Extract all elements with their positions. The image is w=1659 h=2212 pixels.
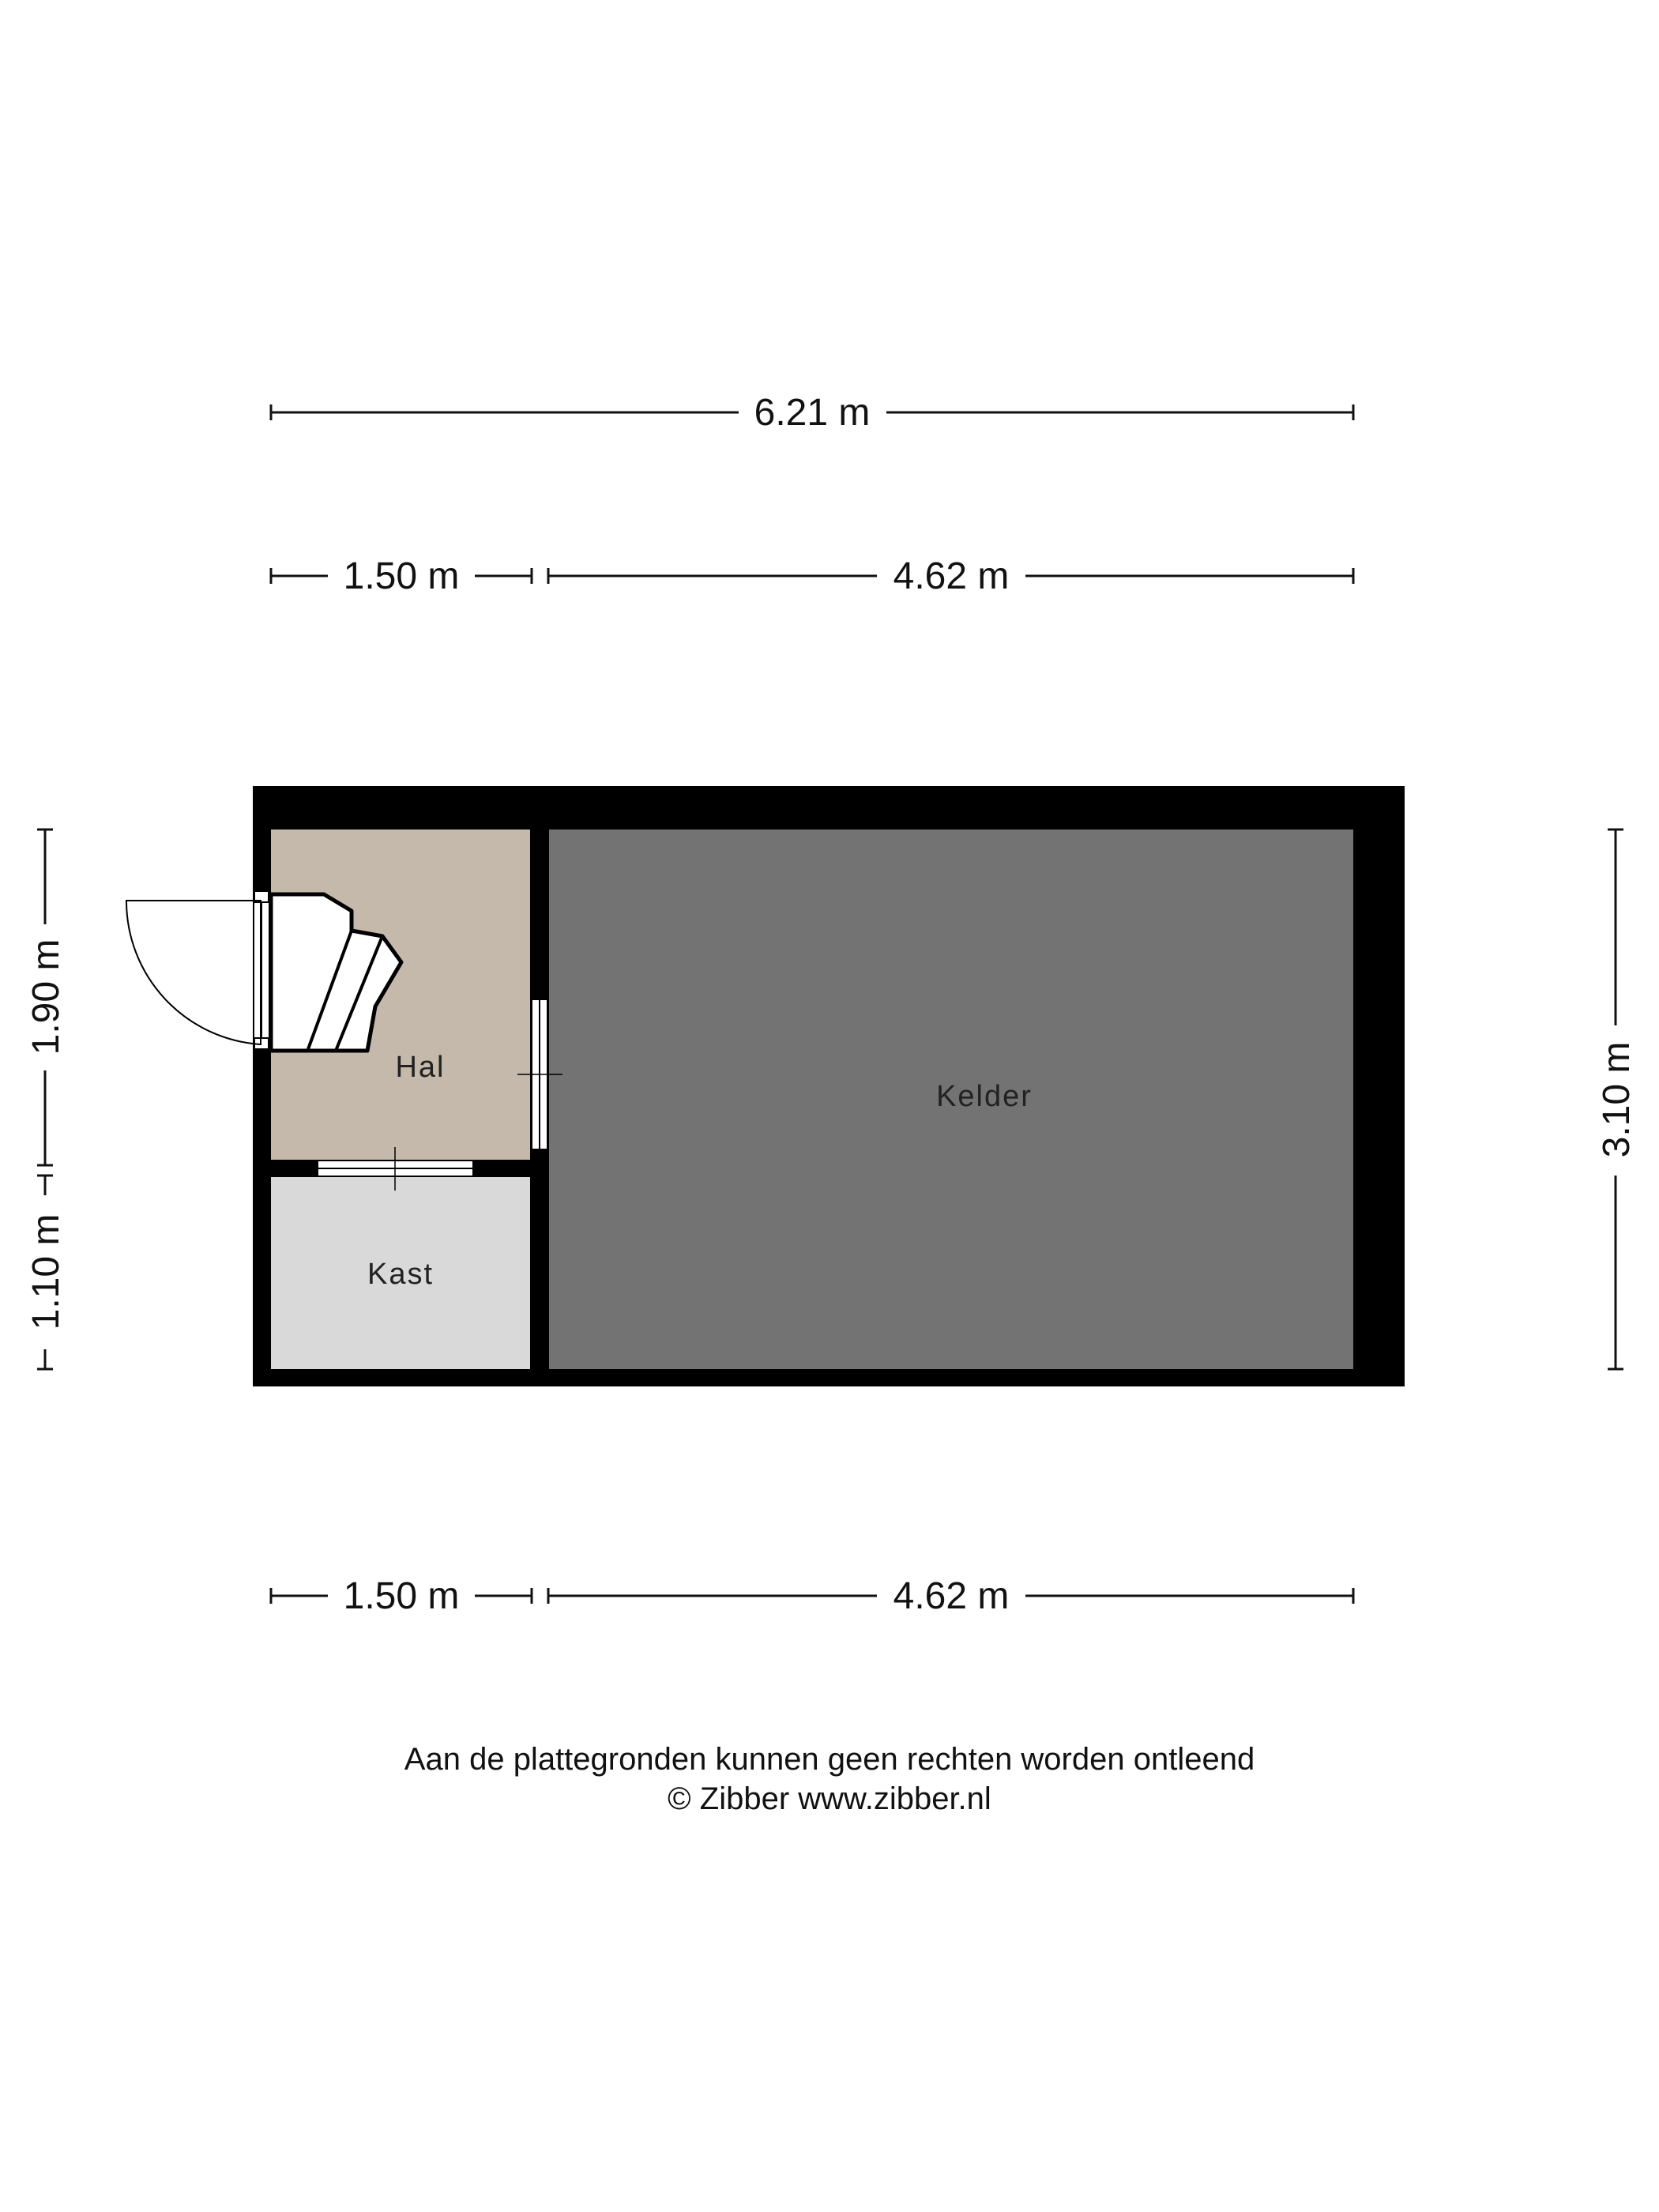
- entrance-door: [126, 891, 269, 1049]
- dimension-bottom-left: [271, 1575, 532, 1617]
- dimension-label-right: 3.10 m: [1596, 1041, 1638, 1158]
- dimension-top-total: [271, 392, 1353, 434]
- room-label-kelder: Kelder: [936, 1080, 1033, 1113]
- dimension-label-top-total: 6.21 m: [754, 392, 871, 434]
- disclaimer-text: Aan de plattegronden kunnen geen rechten worden ontleend: [404, 1742, 1255, 1777]
- dimension-left-lower: [25, 1176, 67, 1369]
- dimension-right: [1596, 830, 1638, 1369]
- dimension-label-left-upper: 1.90 m: [25, 939, 67, 1055]
- dimension-left-upper: [25, 830, 67, 1165]
- dimension-label-top-right: 4.62 m: [893, 555, 1010, 597]
- room-label-kast: Kast: [367, 1258, 434, 1291]
- door-swing-arc: [126, 901, 261, 1044]
- dimension-top-right: [548, 555, 1353, 597]
- dimension-label-left-lower: 1.10 m: [25, 1213, 67, 1330]
- dimension-top-left: [271, 555, 532, 597]
- room-label-hal: Hal: [395, 1051, 446, 1084]
- dimension-bottom-right: [548, 1575, 1353, 1617]
- copyright-text: © Zibber www.zibber.nl: [668, 1781, 991, 1816]
- dimension-label-top-left: 1.50 m: [343, 555, 460, 597]
- dimension-label-bottom-left: 1.50 m: [343, 1575, 460, 1617]
- dimension-label-bottom-right: 4.62 m: [893, 1575, 1010, 1617]
